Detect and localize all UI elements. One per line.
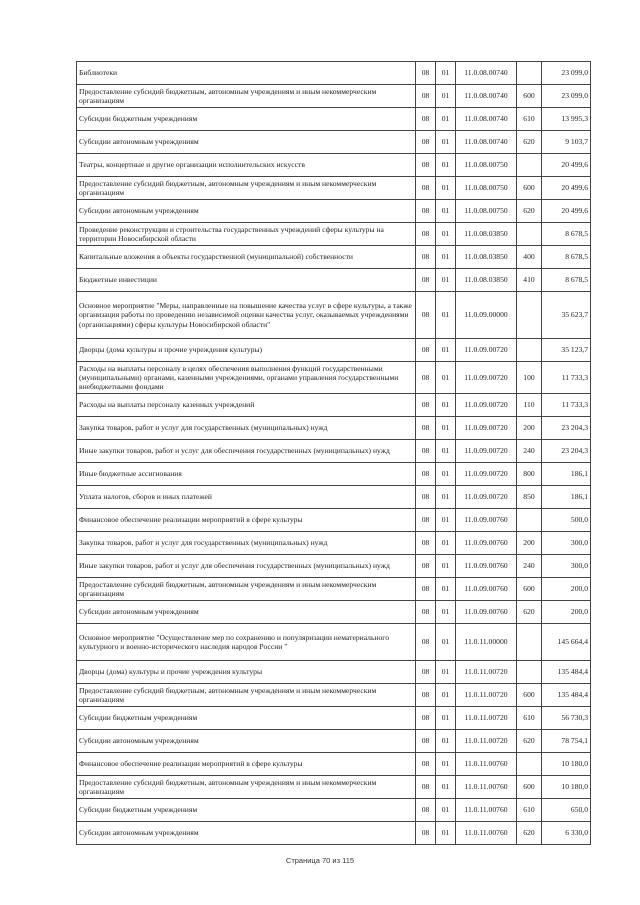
row-amount-cell: 23 204,3 [542, 417, 591, 440]
row-expense-type-cell: 240 [517, 440, 542, 463]
row-section-cell: 08 [416, 532, 436, 555]
row-target-article-cell: 11.0.09.00760 [456, 532, 517, 555]
row-subsection-cell: 01 [436, 661, 456, 684]
row-expense-type-cell [517, 509, 542, 532]
row-section-cell: 08 [416, 776, 436, 799]
row-target-article-cell: 11.0.09.00720 [456, 486, 517, 509]
row-expense-type-cell: 850 [517, 486, 542, 509]
table-row [77, 85, 591, 108]
row-target-article-cell: 11.0.11.00760 [456, 753, 517, 776]
row-expense-type-cell: 400 [517, 246, 542, 269]
table-row [77, 799, 591, 822]
row-expense-type-cell: 620 [517, 131, 542, 154]
row-expense-type-cell: 620 [517, 601, 542, 624]
table-row [77, 822, 591, 845]
row-target-article-cell: 11.0.08.00740 [456, 108, 517, 131]
table-row [77, 440, 591, 463]
row-section-cell: 08 [416, 62, 436, 85]
table-row [77, 339, 591, 362]
row-amount-cell: 56 730,3 [542, 707, 591, 730]
row-amount-cell: 20 499,6 [542, 177, 591, 200]
row-subsection-cell: 01 [436, 486, 456, 509]
table-row [77, 486, 591, 509]
row-section-cell: 08 [416, 624, 436, 661]
row-amount-cell: 13 995,3 [542, 108, 591, 131]
row-amount-cell: 6 330,0 [542, 822, 591, 845]
row-subsection-cell: 01 [436, 85, 456, 108]
row-target-article-cell: 11.0.09.00720 [456, 440, 517, 463]
row-subsection-cell: 01 [436, 578, 456, 601]
row-name-cell: Субсидии бюджетным учреждениям [77, 108, 416, 131]
row-subsection-cell: 01 [436, 822, 456, 845]
row-subsection-cell: 01 [436, 730, 456, 753]
row-section-cell: 08 [416, 269, 436, 292]
row-subsection-cell: 01 [436, 601, 456, 624]
row-expense-type-cell [517, 661, 542, 684]
row-subsection-cell: 01 [436, 362, 456, 394]
row-name-cell: Субсидии автономным учреждениям [77, 730, 416, 753]
row-subsection-cell: 01 [436, 269, 456, 292]
row-expense-type-cell: 110 [517, 394, 542, 417]
row-name-cell: Закупка товаров, работ и услуг для государственных (муниципальных) нужд [77, 417, 416, 440]
row-name-cell: Предоставление субсидий бюджетным, автономным учреждениям и иным некоммерческим организациям [77, 684, 416, 707]
row-section-cell: 08 [416, 339, 436, 362]
row-section-cell: 08 [416, 799, 436, 822]
row-subsection-cell: 01 [436, 776, 456, 799]
row-section-cell: 08 [416, 362, 436, 394]
row-amount-cell: 78 754,1 [542, 730, 591, 753]
row-subsection-cell: 01 [436, 177, 456, 200]
row-target-article-cell: 11.0.09.00720 [456, 362, 517, 394]
row-expense-type-cell: 800 [517, 463, 542, 486]
row-subsection-cell: 01 [436, 200, 456, 223]
table-row [77, 154, 591, 177]
row-amount-cell: 135 484,4 [542, 661, 591, 684]
row-amount-cell: 35 623,7 [542, 292, 591, 339]
row-expense-type-cell: 620 [517, 200, 542, 223]
row-target-article-cell: 11.0.11.00720 [456, 730, 517, 753]
row-section-cell: 08 [416, 707, 436, 730]
row-subsection-cell: 01 [436, 799, 456, 822]
row-name-cell: Предоставление субсидий бюджетным, автономным учреждениям и иным некоммерческим организациям [77, 776, 416, 799]
row-expense-type-cell: 600 [517, 177, 542, 200]
row-expense-type-cell: 600 [517, 776, 542, 799]
row-name-cell: Иные закупки товаров, работ и услуг для обеспечения государственных (муниципальных) нужд [77, 555, 416, 578]
row-target-article-cell: 11.0.09.00720 [456, 463, 517, 486]
row-target-article-cell: 11.0.11.00760 [456, 776, 517, 799]
row-target-article-cell: 11.0.08.00740 [456, 62, 517, 85]
row-expense-type-cell: 240 [517, 555, 542, 578]
row-name-cell: Субсидии автономным учреждениям [77, 131, 416, 154]
row-amount-cell: 650,0 [542, 799, 591, 822]
table-row [77, 776, 591, 799]
row-subsection-cell: 01 [436, 624, 456, 661]
row-target-article-cell: 11.0.11.00720 [456, 661, 517, 684]
row-amount-cell: 186,1 [542, 463, 591, 486]
row-subsection-cell: 01 [436, 753, 456, 776]
row-name-cell: Основное мероприятие "Осуществление мер по сохранению и популяризации нематериального культурного и военно-исторического наследия народов России " [77, 624, 416, 661]
row-amount-cell: 500,0 [542, 509, 591, 532]
row-section-cell: 08 [416, 684, 436, 707]
row-amount-cell: 35 123,7 [542, 339, 591, 362]
row-target-article-cell: 11.0.08.03850 [456, 223, 517, 246]
row-amount-cell: 145 664,4 [542, 624, 591, 661]
row-section-cell: 08 [416, 440, 436, 463]
row-amount-cell: 10 180,0 [542, 753, 591, 776]
row-target-article-cell: 11.0.09.00720 [456, 394, 517, 417]
table-row [77, 62, 591, 85]
row-subsection-cell: 01 [436, 108, 456, 131]
row-expense-type-cell: 100 [517, 362, 542, 394]
row-expense-type-cell [517, 154, 542, 177]
row-amount-cell: 300,0 [542, 532, 591, 555]
row-section-cell: 08 [416, 417, 436, 440]
row-target-article-cell: 11.0.11.00720 [456, 707, 517, 730]
table-row [77, 292, 591, 339]
table-row [77, 463, 591, 486]
row-subsection-cell: 01 [436, 131, 456, 154]
row-name-cell: Субсидии автономным учреждениям [77, 601, 416, 624]
table-row [77, 624, 591, 661]
row-subsection-cell: 01 [436, 417, 456, 440]
row-expense-type-cell: 620 [517, 822, 542, 845]
table-row [77, 269, 591, 292]
row-amount-cell: 8 678,5 [542, 269, 591, 292]
row-expense-type-cell: 620 [517, 730, 542, 753]
row-amount-cell: 200,0 [542, 601, 591, 624]
row-target-article-cell: 11.0.09.00720 [456, 417, 517, 440]
row-section-cell: 08 [416, 292, 436, 339]
row-section-cell: 08 [416, 661, 436, 684]
row-section-cell: 08 [416, 246, 436, 269]
row-name-cell: Капитальные вложения в объекты государственной (муниципальной) собственности [77, 246, 416, 269]
row-name-cell: Основное мероприятие "Меры, направленные на повышение качества услуг в сфере культуры, а также организация работы по проведению независимой оценки качества услуг, оказываемых учреждениями (организациями) сферы культуры Новосибирской области" [77, 292, 416, 339]
row-name-cell: Субсидии автономным учреждениям [77, 200, 416, 223]
row-target-article-cell: 11.0.09.00760 [456, 555, 517, 578]
table-row [77, 509, 591, 532]
row-target-article-cell: 11.0.11.00760 [456, 822, 517, 845]
row-amount-cell: 300,0 [542, 555, 591, 578]
row-expense-type-cell: 600 [517, 85, 542, 108]
row-subsection-cell: 01 [436, 292, 456, 339]
table-row [77, 200, 591, 223]
row-expense-type-cell: 200 [517, 417, 542, 440]
row-target-article-cell: 11.0.11.00760 [456, 799, 517, 822]
row-name-cell: Театры, концертные и другие организации исполнительских искусств [77, 154, 416, 177]
row-section-cell: 08 [416, 822, 436, 845]
row-expense-type-cell: 600 [517, 578, 542, 601]
row-subsection-cell: 01 [436, 62, 456, 85]
row-subsection-cell: 01 [436, 463, 456, 486]
row-subsection-cell: 01 [436, 532, 456, 555]
table-row [77, 730, 591, 753]
row-section-cell: 08 [416, 730, 436, 753]
row-subsection-cell: 01 [436, 339, 456, 362]
table-row [77, 394, 591, 417]
row-subsection-cell: 01 [436, 440, 456, 463]
row-subsection-cell: 01 [436, 509, 456, 532]
row-target-article-cell: 11.0.08.00740 [456, 131, 517, 154]
row-expense-type-cell: 610 [517, 707, 542, 730]
row-subsection-cell: 01 [436, 394, 456, 417]
row-amount-cell: 135 484,4 [542, 684, 591, 707]
table-row [77, 108, 591, 131]
row-name-cell: Дворцы (дома) культуры и прочие учреждения культуры [77, 661, 416, 684]
row-amount-cell: 10 180,0 [542, 776, 591, 799]
table-row [77, 131, 591, 154]
row-amount-cell: 8 678,5 [542, 246, 591, 269]
row-amount-cell: 186,1 [542, 486, 591, 509]
row-section-cell: 08 [416, 578, 436, 601]
row-amount-cell: 11 733,3 [542, 394, 591, 417]
row-name-cell: Субсидии бюджетным учреждениям [77, 799, 416, 822]
row-expense-type-cell: 610 [517, 108, 542, 131]
row-section-cell: 08 [416, 108, 436, 131]
row-expense-type-cell [517, 223, 542, 246]
row-amount-cell: 11 733,3 [542, 362, 591, 394]
row-target-article-cell: 11.0.09.00760 [456, 578, 517, 601]
table-row [77, 223, 591, 246]
table-row [77, 578, 591, 601]
row-section-cell: 08 [416, 555, 436, 578]
row-section-cell: 08 [416, 486, 436, 509]
row-target-article-cell: 11.0.08.00750 [456, 200, 517, 223]
row-name-cell: Бюджетные инвестиции [77, 269, 416, 292]
row-subsection-cell: 01 [436, 246, 456, 269]
row-expense-type-cell [517, 624, 542, 661]
row-subsection-cell: 01 [436, 154, 456, 177]
page-footer: Страница 70 из 115 [285, 856, 355, 865]
row-name-cell: Иные бюджетные ассигнования [77, 463, 416, 486]
budget-table [76, 61, 591, 845]
table-row [77, 362, 591, 394]
table-row [77, 661, 591, 684]
row-name-cell: Расходы на выплаты персоналу казенных учреждений [77, 394, 416, 417]
row-amount-cell: 9 103,7 [542, 131, 591, 154]
table-row [77, 246, 591, 269]
row-amount-cell: 23 204,3 [542, 440, 591, 463]
row-target-article-cell: 11.0.09.00720 [456, 339, 517, 362]
row-section-cell: 08 [416, 154, 436, 177]
row-name-cell: Библиотеки [77, 62, 416, 85]
row-target-article-cell: 11.0.11.00000 [456, 624, 517, 661]
row-name-cell: Финансовое обеспечение реализации мероприятий в сфере культуры [77, 753, 416, 776]
row-target-article-cell: 11.0.08.00740 [456, 85, 517, 108]
row-subsection-cell: 01 [436, 684, 456, 707]
row-subsection-cell: 01 [436, 707, 456, 730]
row-expense-type-cell [517, 62, 542, 85]
table-row [77, 684, 591, 707]
row-expense-type-cell [517, 339, 542, 362]
budget-table-body [77, 62, 591, 845]
table-row [77, 753, 591, 776]
row-name-cell: Закупка товаров, работ и услуг для государственных (муниципальных) нужд [77, 532, 416, 555]
row-expense-type-cell: 410 [517, 269, 542, 292]
row-target-article-cell: 11.0.08.03850 [456, 246, 517, 269]
row-target-article-cell: 11.0.11.00720 [456, 684, 517, 707]
row-name-cell: Субсидии бюджетным учреждениям [77, 707, 416, 730]
row-expense-type-cell [517, 753, 542, 776]
row-name-cell: Предоставление субсидий бюджетным, автономным учреждениям и иным некоммерческим организациям [77, 578, 416, 601]
row-amount-cell: 8 678,5 [542, 223, 591, 246]
row-section-cell: 08 [416, 177, 436, 200]
row-section-cell: 08 [416, 509, 436, 532]
table-row [77, 601, 591, 624]
row-name-cell: Уплата налогов, сборов и иных платежей [77, 486, 416, 509]
row-section-cell: 08 [416, 200, 436, 223]
row-subsection-cell: 01 [436, 555, 456, 578]
row-name-cell: Финансовое обеспечение реализации мероприятий в сфере культуры [77, 509, 416, 532]
row-section-cell: 08 [416, 85, 436, 108]
table-row [77, 555, 591, 578]
row-amount-cell: 23 099,0 [542, 85, 591, 108]
table-row [77, 707, 591, 730]
table-row [77, 177, 591, 200]
row-name-cell: Субсидии автономным учреждениям [77, 822, 416, 845]
row-name-cell: Расходы на выплаты персоналу в целях обеспечения выполнения функций государственными (муниципальными) органами, казенными учреждениями, органами управления государственными внебюджетными фондами [77, 362, 416, 394]
row-amount-cell: 20 499,6 [542, 154, 591, 177]
row-section-cell: 08 [416, 601, 436, 624]
row-target-article-cell: 11.0.08.03850 [456, 269, 517, 292]
row-section-cell: 08 [416, 753, 436, 776]
row-section-cell: 08 [416, 394, 436, 417]
row-section-cell: 08 [416, 131, 436, 154]
row-amount-cell: 20 499,6 [542, 200, 591, 223]
row-expense-type-cell [517, 292, 542, 339]
table-row [77, 417, 591, 440]
row-section-cell: 08 [416, 463, 436, 486]
row-name-cell: Предоставление субсидий бюджетным, автономным учреждениям и иным некоммерческим организациям [77, 177, 416, 200]
row-section-cell: 08 [416, 223, 436, 246]
row-target-article-cell: 11.0.08.00750 [456, 154, 517, 177]
row-name-cell: Проведение реконструкции и строительства государственных учреждений сферы культуры на территории Новосибирской области [77, 223, 416, 246]
table-row [77, 532, 591, 555]
row-expense-type-cell: 610 [517, 799, 542, 822]
row-amount-cell: 200,0 [542, 578, 591, 601]
row-target-article-cell: 11.0.09.00760 [456, 601, 517, 624]
row-expense-type-cell: 200 [517, 532, 542, 555]
row-amount-cell: 23 099,0 [542, 62, 591, 85]
row-name-cell: Дворцы (дома культуры и прочие учреждения культуры) [77, 339, 416, 362]
row-target-article-cell: 11.0.08.00750 [456, 177, 517, 200]
row-target-article-cell: 11.0.09.00000 [456, 292, 517, 339]
row-target-article-cell: 11.0.09.00760 [456, 509, 517, 532]
row-name-cell: Иные закупки товаров, работ и услуг для обеспечения государственных (муниципальных) нужд [77, 440, 416, 463]
row-name-cell: Предоставление субсидий бюджетным, автономным учреждениям и иным некоммерческим организациям [77, 85, 416, 108]
row-subsection-cell: 01 [436, 223, 456, 246]
row-expense-type-cell: 600 [517, 684, 542, 707]
